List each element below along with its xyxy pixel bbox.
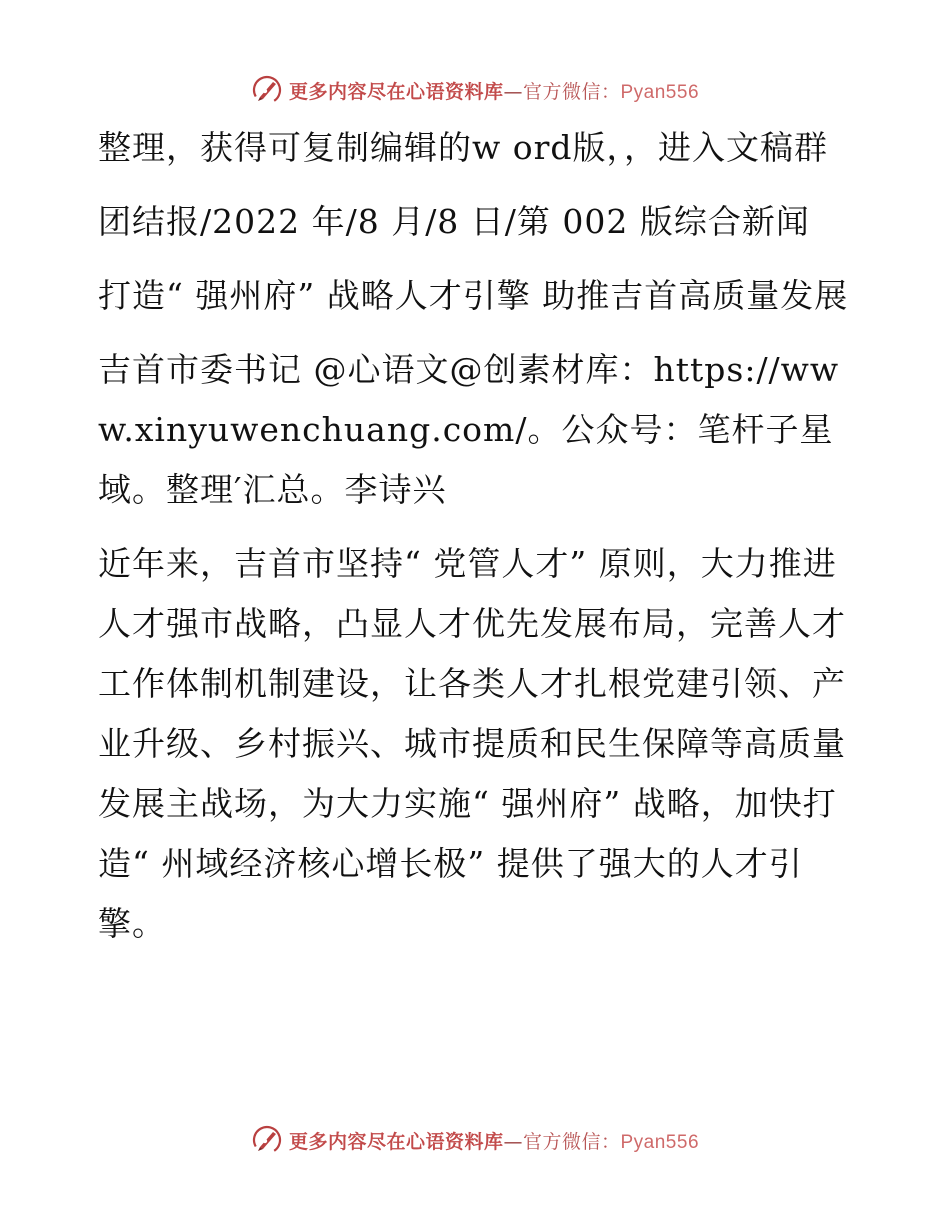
banner-text (289, 1127, 699, 1154)
banner-separator: — (503, 1130, 523, 1153)
banner-separator: — (503, 80, 523, 103)
source-line: 团结报/2022 年/8 月/8 日/第 002 版综合新闻 (98, 202, 810, 241)
author-line: 吉首市委书记 @心语文@创素材库：https://www.xinyuwenchuang.com/。公众号：笔杆子星域。整理′汇总。李诗兴 (98, 350, 840, 509)
intro-paragraph: 整理，获得可复制编辑的w ord版，，进入文稿群 (98, 128, 829, 167)
header-banner (0, 70, 950, 110)
banner-wechat-id: Pyan556 (620, 1131, 700, 1153)
banner-brand-text: 更多内容尽在心语资料库 (288, 80, 504, 103)
banner-brand-text: 更多内容尽在心语资料库 (288, 1130, 504, 1153)
article-title: 打造“ 强州府” 战略人才引擎 助推吉首高质量发展 (98, 276, 849, 315)
banner-text (289, 77, 699, 104)
banner-content (251, 1124, 699, 1156)
banner-wechat-id: Pyan556 (620, 81, 700, 103)
body-paragraph: 近年来，吉首市坚持“ 党管人才” 原则，大力推进人才强市战略，凸显人才优先发展布局，完善人才工作体制机制建设，让各类人才扎根党建引领、产业升级、乡村振兴、城市提质和民生保障等高质量发展主战场，为大力实施“ 强州府” 战略，加快打造“ 州域经济核心增长极” 提供了强大的人才引擎。 (98, 544, 846, 943)
banner-official-label: 官方微信： (522, 80, 621, 103)
document-body (98, 118, 858, 968)
quill-pen-logo-icon (251, 1124, 283, 1156)
quill-pen-logo-icon (251, 74, 283, 106)
footer-banner (0, 1120, 950, 1160)
banner-content (251, 74, 699, 106)
banner-official-label: 官方微信： (522, 1130, 621, 1153)
